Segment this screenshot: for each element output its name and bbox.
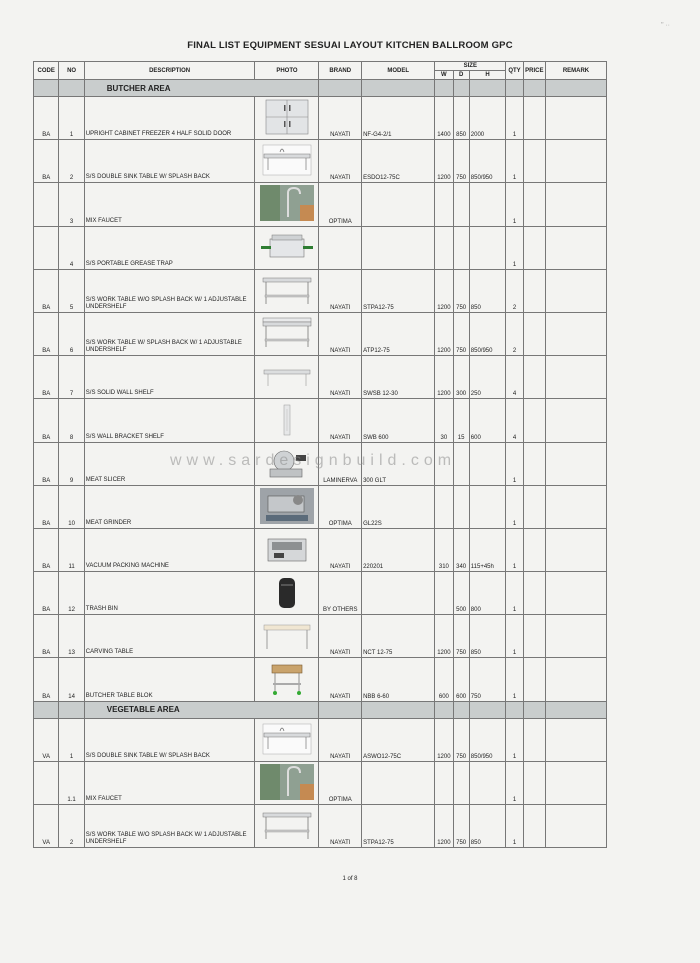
cell-price (523, 615, 545, 658)
cell-price (523, 572, 545, 615)
cell-remark (545, 485, 606, 528)
cell-h (469, 226, 506, 269)
cell-description: UPRIGHT CABINET FREEZER 4 HALF SOLID DOOR (84, 97, 255, 140)
cell-no: 12 (59, 572, 84, 615)
cell-d: 750 (453, 615, 469, 658)
cell-price (523, 485, 545, 528)
cell-price (523, 528, 545, 571)
cell-h: 600 (469, 399, 506, 442)
header-no: NO (59, 62, 84, 80)
cell-description: VACUUM PACKING MACHINE (84, 528, 255, 571)
cell-model (362, 761, 435, 804)
cell-d: 15 (453, 399, 469, 442)
cell-model: 220201 (362, 528, 435, 571)
cell-brand: NAYATI (319, 356, 362, 399)
cell-d: 600 (453, 658, 469, 701)
faucet-photo-icon (260, 796, 314, 802)
cell-photo (255, 312, 319, 355)
cell-qty: 1 (506, 97, 523, 140)
cell-price (523, 226, 545, 269)
cell-photo (255, 761, 319, 804)
header-remark: REMARK (545, 62, 606, 80)
cell-model: ESDO12-75C (362, 140, 435, 183)
upright-freezer-photo-icon (260, 131, 314, 137)
cell-qty: 1 (506, 183, 523, 226)
cell-price (523, 658, 545, 701)
cell-qty: 1 (506, 442, 523, 485)
header-model: MODEL (362, 62, 435, 80)
cell-h: 115+45h (469, 528, 506, 571)
cell-price (523, 399, 545, 442)
cell-photo (255, 572, 319, 615)
cell-qty: 1 (506, 718, 523, 761)
cell-qty: 1 (506, 572, 523, 615)
cell-no: 13 (59, 615, 84, 658)
cell-code: BA (34, 572, 59, 615)
cell-no: 1 (59, 97, 84, 140)
cell-photo (255, 97, 319, 140)
cell-model (362, 183, 435, 226)
table-row (34, 718, 607, 761)
cell-no: 8 (59, 399, 84, 442)
table-row (34, 356, 607, 399)
cell-code: BA (34, 97, 59, 140)
cell-w (435, 226, 453, 269)
cell-w (435, 761, 453, 804)
cell-h: 850/950 (469, 140, 506, 183)
cell-code: BA (34, 615, 59, 658)
cell-no: 10 (59, 485, 84, 528)
cell-qty: 4 (506, 356, 523, 399)
cell-description: BUTCHER TABLE BLOK (84, 658, 255, 701)
cell-price (523, 718, 545, 761)
cell-w (435, 485, 453, 528)
cell-w: 1200 (435, 718, 453, 761)
table-row (34, 97, 607, 140)
cell-no: 9 (59, 442, 84, 485)
work-table-photo-icon (260, 839, 314, 845)
table-row (34, 805, 607, 848)
cell-qty: 1 (506, 615, 523, 658)
cell-code: BA (34, 269, 59, 312)
table-row (34, 399, 607, 442)
cell-qty: 1 (506, 485, 523, 528)
cell-brand (319, 226, 362, 269)
section-title: BUTCHER AREA (84, 80, 319, 97)
cell-d: 750 (453, 805, 469, 848)
cell-qty: 2 (506, 269, 523, 312)
cell-description: S/S WORK TABLE W/O SPLASH BACK W/ 1 ADJUSTABLE UNDERSHELF (84, 805, 255, 848)
cell-remark (545, 399, 606, 442)
cell-price (523, 805, 545, 848)
cell-code (34, 761, 59, 804)
cell-price (523, 356, 545, 399)
work-table-photo-icon (260, 304, 314, 310)
cell-qty: 1 (506, 658, 523, 701)
cell-description: S/S DOUBLE SINK TABLE W/ SPLASH BACK (84, 718, 255, 761)
cell-brand: NAYATI (319, 97, 362, 140)
cell-h: 750 (469, 658, 506, 701)
cell-remark (545, 761, 606, 804)
cell-h: 850/950 (469, 312, 506, 355)
header-d: D (453, 71, 469, 80)
grinder-photo-icon (260, 520, 314, 526)
cell-no: 2 (59, 805, 84, 848)
cell-description: MIX FAUCET (84, 183, 255, 226)
cell-brand: OPTIMA (319, 183, 362, 226)
cell-photo (255, 528, 319, 571)
cell-model: SWSB 12-30 (362, 356, 435, 399)
header-code: CODE (34, 62, 59, 80)
cell-model: NCT 12-75 (362, 615, 435, 658)
cell-no: 7 (59, 356, 84, 399)
cell-description: MEAT GRINDER (84, 485, 255, 528)
cell-qty: 1 (506, 528, 523, 571)
cell-photo (255, 356, 319, 399)
cell-photo (255, 615, 319, 658)
section-title: VEGETABLE AREA (84, 701, 319, 718)
section-header-row (34, 701, 607, 718)
cell-brand: NAYATI (319, 269, 362, 312)
watermark: www.sardesignbuild.com (170, 452, 457, 469)
cell-photo (255, 658, 319, 701)
cell-no: 6 (59, 312, 84, 355)
cell-w: 1200 (435, 269, 453, 312)
cell-description: MIX FAUCET (84, 761, 255, 804)
cell-price (523, 761, 545, 804)
cell-h: 850/950 (469, 718, 506, 761)
cell-brand: OPTIMA (319, 761, 362, 804)
table-row (34, 183, 607, 226)
cell-description: S/S PORTABLE GREASE TRAP (84, 226, 255, 269)
cell-model (362, 226, 435, 269)
cell-model: STPA12-75 (362, 805, 435, 848)
cell-code: BA (34, 442, 59, 485)
table-row (34, 269, 607, 312)
cell-photo (255, 718, 319, 761)
cell-code: BA (34, 485, 59, 528)
cell-h (469, 183, 506, 226)
cell-model: NBB 6-60 (362, 658, 435, 701)
cell-price (523, 97, 545, 140)
bracket-photo-icon (260, 433, 314, 439)
table-row (34, 140, 607, 183)
cell-brand: NAYATI (319, 805, 362, 848)
table-row (34, 615, 607, 658)
cell-d (453, 761, 469, 804)
cell-w: 1200 (435, 615, 453, 658)
cell-model: NF-G4-2/1 (362, 97, 435, 140)
carving-table-photo-icon (260, 649, 314, 655)
cell-description: CARVING TABLE (84, 615, 255, 658)
cell-brand: NAYATI (319, 528, 362, 571)
cell-code: VA (34, 805, 59, 848)
cell-code: BA (34, 312, 59, 355)
cell-h (469, 761, 506, 804)
cell-model: ATP12-75 (362, 312, 435, 355)
cell-w: 1200 (435, 140, 453, 183)
header-size: SIZE (435, 62, 506, 71)
cell-photo (255, 485, 319, 528)
cell-qty: 2 (506, 312, 523, 355)
cell-no: 3 (59, 183, 84, 226)
cell-w: 1200 (435, 805, 453, 848)
cell-remark (545, 140, 606, 183)
cell-h (469, 442, 506, 485)
cell-brand: LAMINERVA (319, 442, 362, 485)
cell-model (362, 572, 435, 615)
page-number: 1 of 8 (342, 876, 358, 882)
header-photo: PHOTO (255, 62, 319, 80)
butcher-block-photo-icon (260, 693, 314, 699)
cell-qty: 1 (506, 805, 523, 848)
cell-remark (545, 718, 606, 761)
cell-remark (545, 356, 606, 399)
cell-qty: 1 (506, 226, 523, 269)
table-row (34, 658, 607, 701)
cell-remark (545, 97, 606, 140)
cell-price (523, 140, 545, 183)
slicer-photo-icon (260, 477, 314, 483)
cell-description: S/S WORK TABLE W/ SPLASH BACK W/ 1 ADJUSTABLE UNDERSHELF (84, 312, 255, 355)
cell-h (469, 485, 506, 528)
cell-brand: NAYATI (319, 658, 362, 701)
cell-d: 300 (453, 356, 469, 399)
cell-photo (255, 805, 319, 848)
cell-code: VA (34, 718, 59, 761)
cell-d (453, 183, 469, 226)
work-table-splash-photo-icon (260, 347, 314, 353)
cell-qty: 1 (506, 140, 523, 183)
cell-remark (545, 805, 606, 848)
table-row (34, 312, 607, 355)
cell-remark (545, 226, 606, 269)
cell-no: 5 (59, 269, 84, 312)
table-row (34, 572, 607, 615)
cell-remark (545, 269, 606, 312)
table-row (34, 485, 607, 528)
cell-code: BA (34, 399, 59, 442)
cell-d: 500 (453, 572, 469, 615)
cell-h: 800 (469, 572, 506, 615)
cell-h: 850 (469, 615, 506, 658)
table-row (34, 761, 607, 804)
cell-code (34, 183, 59, 226)
cell-w (435, 572, 453, 615)
cell-d (453, 485, 469, 528)
cell-no: 2 (59, 140, 84, 183)
cell-remark (545, 312, 606, 355)
cell-no: 1.1 (59, 761, 84, 804)
cell-remark (545, 183, 606, 226)
page-title: FINAL LIST EQUIPMENT SESUAI LAYOUT KITCHEN BALLROOM GPC (187, 40, 513, 51)
corner-mark: ’’ ·· (660, 22, 670, 29)
vacuum-photo-icon (260, 563, 314, 569)
cell-w: 1200 (435, 312, 453, 355)
double-sink-photo-icon (260, 174, 314, 180)
cell-description: S/S SOLID WALL SHELF (84, 356, 255, 399)
header-brand: BRAND (319, 62, 362, 80)
cell-photo (255, 140, 319, 183)
cell-code: BA (34, 528, 59, 571)
cell-description: S/S WORK TABLE W/O SPLASH BACK W/ 1 ADJUSTABLE UNDERSHELF (84, 269, 255, 312)
cell-brand: NAYATI (319, 140, 362, 183)
cell-code: BA (34, 356, 59, 399)
cell-d (453, 226, 469, 269)
cell-remark (545, 442, 606, 485)
cell-d: 340 (453, 528, 469, 571)
cell-remark (545, 572, 606, 615)
cell-brand: NAYATI (319, 718, 362, 761)
trash-bin-photo-icon (260, 606, 314, 612)
cell-photo (255, 399, 319, 442)
cell-description: S/S WALL BRACKET SHELF (84, 399, 255, 442)
cell-brand: NAYATI (319, 312, 362, 355)
cell-no: 14 (59, 658, 84, 701)
cell-photo (255, 183, 319, 226)
cell-h: 250 (469, 356, 506, 399)
table-row (34, 226, 607, 269)
cell-brand: BY OTHERS (319, 572, 362, 615)
cell-w: 30 (435, 399, 453, 442)
cell-no: 1 (59, 718, 84, 761)
cell-h: 850 (469, 805, 506, 848)
cell-w (435, 183, 453, 226)
table-row (34, 528, 607, 571)
cell-model: ASWO12-75C (362, 718, 435, 761)
cell-photo (255, 226, 319, 269)
cell-price (523, 442, 545, 485)
cell-price (523, 269, 545, 312)
faucet-photo-icon (260, 217, 314, 223)
cell-model: 300 GLT (362, 442, 435, 485)
cell-remark (545, 528, 606, 571)
cell-no: 4 (59, 226, 84, 269)
cell-code: BA (34, 140, 59, 183)
header-price: PRICE (523, 62, 545, 80)
cell-description: S/S DOUBLE SINK TABLE W/ SPLASH BACK (84, 140, 255, 183)
cell-w: 310 (435, 528, 453, 571)
cell-model: STPA12-75 (362, 269, 435, 312)
cell-code (34, 226, 59, 269)
cell-qty: 1 (506, 761, 523, 804)
cell-brand: NAYATI (319, 615, 362, 658)
cell-remark (545, 615, 606, 658)
cell-d: 850 (453, 97, 469, 140)
cell-price (523, 183, 545, 226)
cell-d: 750 (453, 718, 469, 761)
cell-d: 750 (453, 269, 469, 312)
wall-shelf-photo-icon (260, 390, 314, 396)
cell-no: 11 (59, 528, 84, 571)
double-sink-photo-icon (260, 753, 314, 759)
header-description: DESCRIPTION (84, 62, 255, 80)
cell-description: MEAT SLICER (84, 442, 255, 485)
cell-h: 850 (469, 269, 506, 312)
cell-model: SWB 600 (362, 399, 435, 442)
header-w: W (435, 71, 453, 80)
header-qty: QTY (506, 62, 523, 80)
cell-d: 750 (453, 140, 469, 183)
cell-remark (545, 658, 606, 701)
cell-brand: OPTIMA (319, 485, 362, 528)
section-header-row (34, 80, 607, 97)
cell-photo (255, 269, 319, 312)
cell-w: 600 (435, 658, 453, 701)
cell-price (523, 312, 545, 355)
cell-brand: NAYATI (319, 399, 362, 442)
cell-h: 2000 (469, 97, 506, 140)
cell-code: BA (34, 658, 59, 701)
grease-trap-photo-icon (260, 261, 314, 267)
cell-qty: 4 (506, 399, 523, 442)
cell-w: 1400 (435, 97, 453, 140)
cell-model: GL22S (362, 485, 435, 528)
header-h: H (469, 71, 506, 80)
cell-description: TRASH BIN (84, 572, 255, 615)
cell-d: 750 (453, 312, 469, 355)
cell-w: 1200 (435, 356, 453, 399)
